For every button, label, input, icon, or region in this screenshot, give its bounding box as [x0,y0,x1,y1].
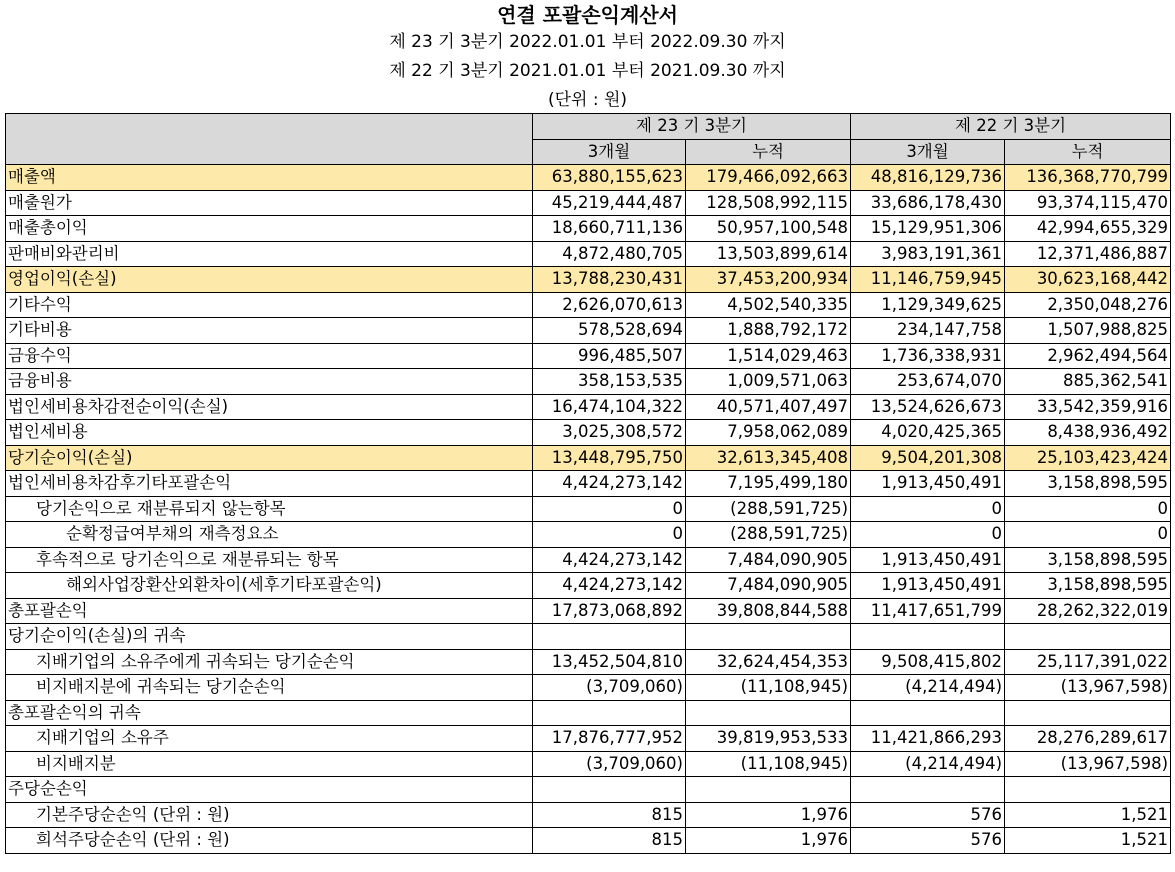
table-row [6,471,1171,497]
row-label: 총포괄손익 [6,598,533,624]
value-cell: 25,117,391,022 [1005,649,1171,675]
value-cell: 39,808,844,588 [686,598,851,624]
row-label: 매출액 [6,165,533,191]
statement-title: 연결 포괄손익계산서 [497,3,678,27]
table-row [6,165,1171,191]
header-row-group [6,114,1171,140]
row-label: 해외사업장환산외환차이(세후기타포괄손익) [6,573,533,599]
row-label: 법인세비용차감후기타포괄손익 [6,471,533,497]
value-cell: 39,819,953,533 [686,726,851,752]
table-row [6,751,1171,777]
row-label: 비지배지분 [6,751,533,777]
row-label: 지배기업의 소유주에게 귀속되는 당기순손익 [6,649,533,675]
row-label: 금융비용 [6,369,533,395]
table-row [6,292,1171,318]
value-cell [686,777,851,803]
value-cell: 7,195,499,180 [686,471,851,497]
value-cell: 996,485,507 [533,343,686,369]
header-current-cum: 누적 [686,139,851,165]
table-row [6,624,1171,650]
table-row [6,394,1171,420]
table-row [6,828,1171,854]
value-cell [851,700,1005,726]
table-row [6,190,1171,216]
value-cell: (13,967,598) [1005,751,1171,777]
value-cell: 33,542,359,916 [1005,394,1171,420]
row-label: 기타비용 [6,318,533,344]
value-cell: 4,424,273,142 [533,573,686,599]
value-cell: 0 [1005,496,1171,522]
value-cell: 12,371,486,887 [1005,241,1171,267]
value-cell: 13,448,795,750 [533,445,686,471]
value-cell: 1,521 [1005,802,1171,828]
value-cell: 25,103,423,424 [1005,445,1171,471]
value-cell: 33,686,178,430 [851,190,1005,216]
value-cell: 13,503,899,614 [686,241,851,267]
header-prior-3m: 3개월 [851,139,1005,165]
row-label: 순확정급여부채의 재측정요소 [6,522,533,548]
value-cell: 3,983,191,361 [851,241,1005,267]
value-cell: 50,957,100,548 [686,216,851,242]
table-row [6,777,1171,803]
value-cell: (288,591,725) [686,496,851,522]
row-label: 법인세비용 [6,420,533,446]
value-cell: 48,816,129,736 [851,165,1005,191]
value-cell: 17,873,068,892 [533,598,686,624]
value-cell: 11,417,651,799 [851,598,1005,624]
value-cell: 4,502,540,335 [686,292,851,318]
value-cell: 11,146,759,945 [851,267,1005,293]
value-cell [851,624,1005,650]
value-cell: 18,660,711,136 [533,216,686,242]
row-label: 기타수익 [6,292,533,318]
value-cell: 2,350,048,276 [1005,292,1171,318]
value-cell: 1,514,029,463 [686,343,851,369]
value-cell: 1,976 [686,802,851,828]
value-cell: 1,507,988,825 [1005,318,1171,344]
value-cell: 16,474,104,322 [533,394,686,420]
value-cell [1005,777,1171,803]
value-cell [686,700,851,726]
row-label: 영업이익(손실) [6,267,533,293]
row-label: 기본주당순손익 (단위 : 원) [6,802,533,828]
row-label: 총포괄손익의 귀속 [6,700,533,726]
row-label: 주당순손익 [6,777,533,803]
table-row [6,343,1171,369]
income-statement-table [5,113,1171,854]
table-row [6,241,1171,267]
table-row [6,522,1171,548]
header-group-prior: 제 22 기 3분기 [851,114,1171,140]
header-blank [6,114,533,165]
table-row [6,649,1171,675]
value-cell: (11,108,945) [686,675,851,701]
value-cell [533,624,686,650]
row-label: 지배기업의 소유주 [6,726,533,752]
value-cell: 4,424,273,142 [533,547,686,573]
value-cell: 0 [533,496,686,522]
row-label: 당기손익으로 재분류되지 않는항목 [6,496,533,522]
row-label: 법인세비용차감전순이익(손실) [6,394,533,420]
value-cell: 0 [533,522,686,548]
value-cell: (11,108,945) [686,751,851,777]
value-cell: 7,484,090,905 [686,547,851,573]
period-current: 제 23 기 3분기 2022.01.01 부터 2022.09.30 까지 [389,32,786,52]
value-cell: 37,453,200,934 [686,267,851,293]
value-cell: 1,521 [1005,828,1171,854]
value-cell: 2,626,070,613 [533,292,686,318]
value-cell: 9,504,201,308 [851,445,1005,471]
value-cell: 28,276,289,617 [1005,726,1171,752]
value-cell: 32,613,345,408 [686,445,851,471]
value-cell: 1,913,450,491 [851,573,1005,599]
table-row [6,267,1171,293]
value-cell: 11,421,866,293 [851,726,1005,752]
row-label: 후속적으로 당기손익으로 재분류되는 항목 [6,547,533,573]
value-cell: (4,214,494) [851,675,1005,701]
value-cell: (3,709,060) [533,675,686,701]
value-cell: 0 [851,496,1005,522]
value-cell: 358,153,535 [533,369,686,395]
row-label: 비지배지분에 귀속되는 당기순손익 [6,675,533,701]
value-cell: 1,009,571,063 [686,369,851,395]
value-cell: 3,158,898,595 [1005,573,1171,599]
value-cell: (13,967,598) [1005,675,1171,701]
value-cell [1005,624,1171,650]
value-cell [686,624,851,650]
value-cell: 13,452,504,810 [533,649,686,675]
value-cell: 13,524,626,673 [851,394,1005,420]
table-row [6,420,1171,446]
value-cell: 0 [851,522,1005,548]
value-cell: 1,913,450,491 [851,471,1005,497]
value-cell: 1,976 [686,828,851,854]
header-current-3m: 3개월 [533,139,686,165]
period-prior: 제 22 기 3분기 2021.01.01 부터 2021.09.30 까지 [389,61,786,81]
value-cell: 576 [851,828,1005,854]
table-row [6,598,1171,624]
value-cell: (3,709,060) [533,751,686,777]
value-cell: 32,624,454,353 [686,649,851,675]
value-cell: 4,020,425,365 [851,420,1005,446]
value-cell: 2,962,494,564 [1005,343,1171,369]
table-row [6,700,1171,726]
value-cell: 7,484,090,905 [686,573,851,599]
row-label: 판매비와관리비 [6,241,533,267]
unit-label: (단위 : 원) [547,90,628,110]
value-cell: 815 [533,802,686,828]
value-cell: 1,913,450,491 [851,547,1005,573]
value-cell: 4,424,273,142 [533,471,686,497]
value-cell: 4,872,480,705 [533,241,686,267]
value-cell: 17,876,777,952 [533,726,686,752]
table-row [6,547,1171,573]
value-cell: 815 [533,828,686,854]
table-row [6,573,1171,599]
value-cell: 179,466,092,663 [686,165,851,191]
table-row [6,369,1171,395]
value-cell: 93,374,115,470 [1005,190,1171,216]
header-prior-cum: 누적 [1005,139,1171,165]
table-row [6,445,1171,471]
value-cell [851,777,1005,803]
value-cell: 578,528,694 [533,318,686,344]
row-label: 매출총이익 [6,216,533,242]
value-cell: 0 [1005,522,1171,548]
value-cell: 15,129,951,306 [851,216,1005,242]
value-cell: 3,158,898,595 [1005,547,1171,573]
row-label: 희석주당순손익 (단위 : 원) [6,828,533,854]
value-cell: 28,262,322,019 [1005,598,1171,624]
table-row [6,802,1171,828]
value-cell: 1,736,338,931 [851,343,1005,369]
table-row [6,216,1171,242]
value-cell: 13,788,230,431 [533,267,686,293]
row-label: 매출원가 [6,190,533,216]
value-cell: (4,214,494) [851,751,1005,777]
row-label: 금융수익 [6,343,533,369]
value-cell [533,700,686,726]
value-cell: 234,147,758 [851,318,1005,344]
table-row [6,675,1171,701]
value-cell: 8,438,936,492 [1005,420,1171,446]
value-cell: 1,129,349,625 [851,292,1005,318]
value-cell [533,777,686,803]
table-row [6,726,1171,752]
table-row [6,496,1171,522]
value-cell: 136,368,770,799 [1005,165,1171,191]
value-cell: 3,158,898,595 [1005,471,1171,497]
value-cell: 576 [851,802,1005,828]
value-cell: 885,362,541 [1005,369,1171,395]
value-cell: 9,508,415,802 [851,649,1005,675]
value-cell: (288,591,725) [686,522,851,548]
value-cell: 30,623,168,442 [1005,267,1171,293]
table-row [6,318,1171,344]
row-label: 당기순이익(손실)의 귀속 [6,624,533,650]
value-cell [1005,700,1171,726]
value-cell: 128,508,992,115 [686,190,851,216]
value-cell: 45,219,444,487 [533,190,686,216]
header-group-current: 제 23 기 3분기 [533,114,851,140]
value-cell: 7,958,062,089 [686,420,851,446]
value-cell: 63,880,155,623 [533,165,686,191]
value-cell: 1,888,792,172 [686,318,851,344]
row-label: 당기순이익(손실) [6,445,533,471]
value-cell: 42,994,655,329 [1005,216,1171,242]
value-cell: 40,571,407,497 [686,394,851,420]
value-cell: 253,674,070 [851,369,1005,395]
value-cell: 3,025,308,572 [533,420,686,446]
